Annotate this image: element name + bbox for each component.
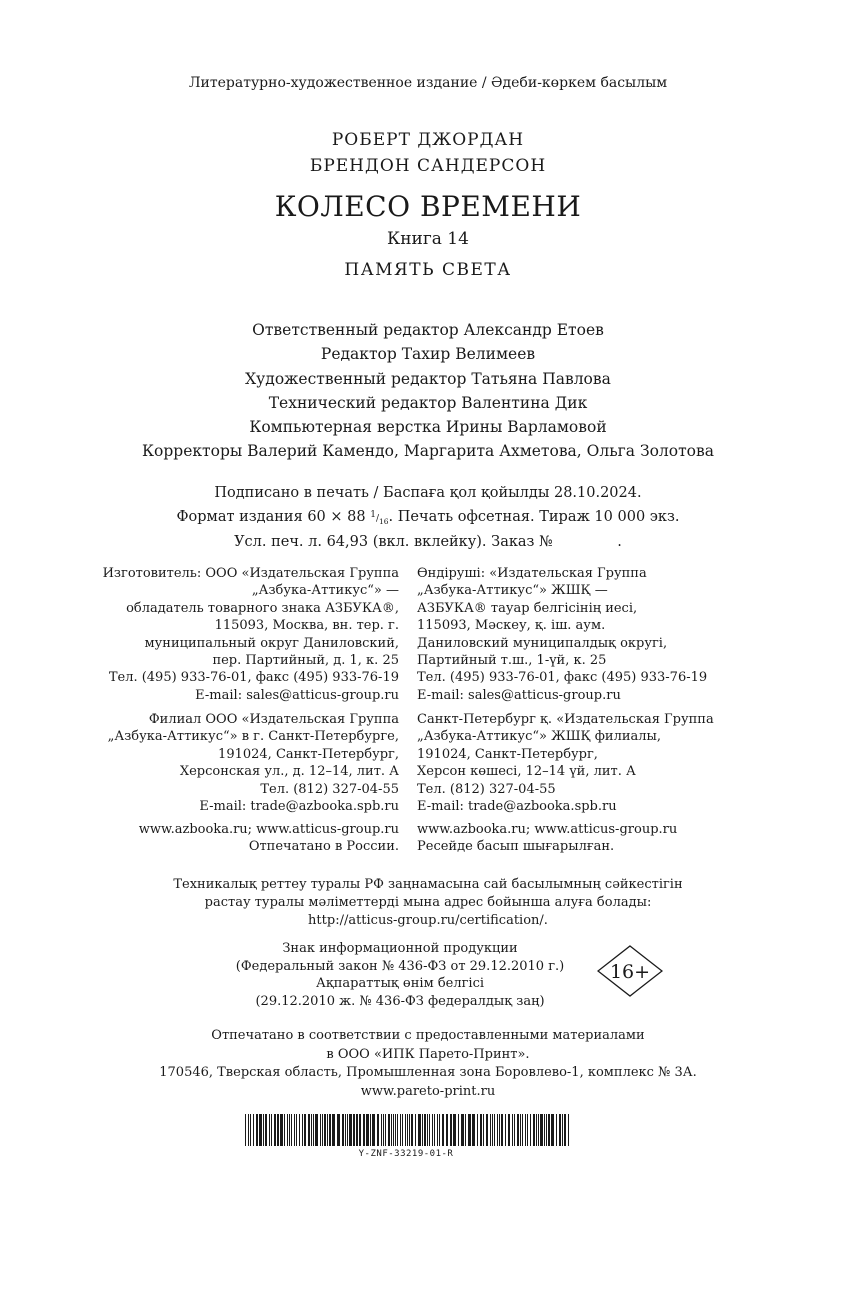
barcode-bar — [315, 1114, 318, 1146]
barcode-bar — [349, 1114, 352, 1146]
barcode-bar — [468, 1114, 471, 1146]
barcode-bar — [556, 1114, 557, 1146]
barcode-bar — [385, 1114, 386, 1146]
barcode-bar — [446, 1114, 448, 1146]
credit-line: Редактор Тахир Велимеев — [320, 345, 536, 364]
barcode-bar — [432, 1114, 433, 1146]
publisher-kz-line: „Азбука-Аттикус“» ЖШҚ — — [417, 583, 608, 599]
info-sign-block — [0, 940, 800, 1010]
barcode-bar — [359, 1114, 361, 1146]
format-line — [0, 505, 856, 532]
info-sign-line: Знак информационной продукции — [282, 941, 518, 956]
barcode-bar — [271, 1114, 272, 1146]
book-title: ПАМЯТЬ СВЕТА — [344, 260, 512, 280]
web-kz-line: Ресейде басып шығарылған. — [417, 839, 615, 855]
printer-line: 170546, Тверская область, Промышленная зона Боровлево-1, комплекс № 3А. — [159, 1065, 697, 1081]
barcode-bar — [548, 1114, 550, 1146]
barcode-bar — [313, 1114, 314, 1146]
barcode-bar — [265, 1114, 267, 1146]
barcode-bar — [477, 1114, 478, 1146]
barcode-bar — [533, 1114, 535, 1146]
barcode-bar — [458, 1114, 459, 1146]
barcode-bar — [363, 1114, 365, 1146]
printer-line: Отпечатано в соответствии с предоставленными материалами — [211, 1028, 645, 1043]
barcode-bar — [505, 1114, 506, 1146]
publisher-ru-line: „Азбука-Аттикус“» — — [251, 583, 399, 599]
barcode-bar — [490, 1114, 491, 1146]
barcode-bar — [525, 1114, 526, 1146]
info-sign-line: (Федеральный закон № 436-ФЗ от 29.12.2010 г.) — [235, 958, 565, 974]
barcode-bar — [564, 1114, 566, 1146]
publisher-ru-line: E-mail: sales@atticus-group.ru — [195, 687, 399, 703]
barcode-bar — [248, 1114, 249, 1146]
credits-block — [0, 318, 856, 464]
barcode-bar — [337, 1114, 340, 1146]
barcode-bar — [530, 1114, 531, 1146]
barcode-bar — [405, 1114, 406, 1146]
branch-ru-line: E-mail: trade@azbooka.spb.ru — [199, 799, 399, 815]
barcode-bar — [536, 1114, 537, 1146]
branch-ru-line: 191024, Санкт-Петербург, — [218, 746, 399, 762]
barcode-bar — [492, 1114, 493, 1146]
credit-line: Компьютерная верстка Ирины Варламовой — [249, 418, 607, 437]
publisher-kz-line: Даниловский муниципалдық округі, — [417, 635, 668, 651]
barcode-bar — [294, 1114, 295, 1146]
web-ru-line: www.azbooka.ru; www.atticus-group.ru — [138, 822, 399, 837]
author-1: РОБЕРТ ДЖОРДАН — [331, 130, 525, 150]
publisher-kz-line: E-mail: sales@atticus-group.ru — [417, 687, 621, 703]
barcode-bar — [345, 1114, 346, 1146]
barcode-bar — [546, 1114, 547, 1146]
barcode-bar — [269, 1114, 270, 1146]
barcode-bar — [370, 1114, 371, 1146]
publisher-ru-line: пер. Партийный, д. 1, к. 25 — [212, 653, 399, 669]
barcode-bar — [409, 1114, 410, 1146]
barcode-bar — [483, 1114, 484, 1146]
branch-kz-line: E-mail: trade@azbooka.spb.ru — [417, 799, 617, 815]
info-sign-line: (29.12.2010 ж. № 436-ФЗ федералдық заң) — [255, 993, 545, 1009]
printer-line: в ООО «ИПК Парето-Принт». — [326, 1046, 530, 1062]
barcode-bar — [395, 1114, 396, 1146]
barcode-bar — [402, 1114, 403, 1146]
barcode-bar — [407, 1114, 408, 1146]
credit-line: Технический редактор Валентина Дик — [268, 393, 588, 412]
publisher-ru-line: Тел. (495) 933-76-01, факс (495) 933-76-19 — [108, 670, 399, 686]
barcode-bar — [427, 1114, 428, 1146]
edition-type: Литературно-художественное издание / Әдеби-көркем басылым — [188, 75, 668, 91]
format-denominator: 16 — [379, 516, 389, 526]
signed-line: Подписано в печать / Баспаға қол қойылды 28.10.2024. — [214, 485, 642, 501]
barcode-bar — [280, 1114, 283, 1146]
barcode-bar — [397, 1114, 398, 1146]
barcode-bar — [324, 1114, 326, 1146]
barcode-bar — [465, 1114, 466, 1146]
barcode-bar — [250, 1114, 251, 1146]
series-title: КОЛЕСО ВРЕМЕНИ — [274, 190, 582, 223]
publisher-ru-line: 115093, Москва, вн. тер. г. — [214, 618, 399, 634]
publisher-ru-line: Изготовитель: ООО «Издательская Группа — [102, 566, 399, 581]
barcode-bar — [322, 1114, 323, 1146]
barcode-bar — [311, 1114, 312, 1146]
barcode-bar — [274, 1114, 276, 1146]
publisher-ru — [103, 565, 399, 704]
barcode-bar — [356, 1114, 358, 1146]
barcode-bar — [299, 1114, 300, 1146]
barcode-bar — [429, 1114, 430, 1146]
barcode-bar — [544, 1114, 545, 1146]
barcode-bar — [540, 1114, 543, 1146]
barcode-bar — [291, 1114, 292, 1146]
barcode-bar — [245, 1114, 246, 1146]
printer-block — [0, 1027, 856, 1101]
barcode-bar — [442, 1114, 444, 1146]
branch-kz-line: Херсон көшесі, 12–14 үй, лит. А — [417, 764, 636, 780]
barcode-bar — [422, 1114, 423, 1146]
branch-ru-line: „Азбука-Аттикус“» в г. Санкт-Петербурге, — [107, 729, 399, 745]
barcode-bar — [388, 1114, 390, 1146]
barcode-bar — [437, 1114, 438, 1146]
barcode-bar — [383, 1114, 384, 1146]
barcode-bar — [327, 1114, 328, 1146]
barcode-bar — [508, 1114, 510, 1146]
credit-line: Ответственный редактор Александр Етоев — [252, 321, 604, 339]
barcode-bar — [366, 1114, 369, 1146]
sheets-line: Усл. печ. л. 64,93 (вкл. вклейку). Заказ № . — [234, 533, 622, 550]
barcode-bar — [277, 1114, 279, 1146]
barcode-bar — [332, 1114, 335, 1146]
web-kz — [417, 821, 677, 856]
barcode-bar — [551, 1114, 554, 1146]
barcode-bar — [284, 1114, 285, 1146]
barcode-bar — [353, 1114, 355, 1146]
barcode-bar — [453, 1114, 456, 1146]
barcode-bar — [400, 1114, 401, 1146]
barcode-bar — [494, 1114, 495, 1146]
web-ru-line: Отпечатано в России. — [248, 839, 399, 855]
publisher-kz-line: Тел. (495) 933-76-01, факс (495) 933-76-19 — [417, 670, 708, 686]
barcode-bar — [486, 1114, 488, 1146]
barcode-bar — [562, 1114, 563, 1146]
web-kz-line: www.azbooka.ru; www.atticus-group.ru — [417, 822, 678, 837]
barcode-bar — [347, 1114, 348, 1146]
barcode-bar — [434, 1114, 435, 1146]
certification-line: Техникалық реттеу туралы РФ заңнамасына сай басылымның сәйкестігін — [173, 877, 683, 892]
barcode-bar — [418, 1114, 421, 1146]
branch-ru — [108, 711, 399, 815]
barcode-bar — [302, 1114, 303, 1146]
age-rating-text: 16+ — [609, 961, 651, 983]
branch-ru-line: Филиал ООО «Издательская Группа — [148, 712, 399, 727]
barcode-bar — [472, 1114, 475, 1146]
barcode-bar — [259, 1114, 262, 1146]
publisher-kz-line: Өндіруші: «Издательская Группа — [417, 566, 647, 581]
print-info — [0, 483, 856, 553]
barcode-bar — [527, 1114, 528, 1146]
format-numerator: 1 — [370, 509, 376, 520]
barcode-text: Y-ZNF-33219-01-R — [358, 1149, 454, 1159]
format-suffix: . Печать офсетная. Тираж 10 000 экз. — [388, 508, 680, 525]
barcode-icon — [245, 1114, 571, 1146]
branch-kz — [417, 711, 714, 815]
barcode-bar — [253, 1114, 254, 1146]
barcode-bar — [411, 1114, 413, 1146]
barcode-bar — [329, 1114, 331, 1146]
barcode-bar — [522, 1114, 523, 1146]
credit-line: Корректоры Валерий Камендо, Маргарита Ахметова, Ольга Золотова — [142, 442, 714, 461]
barcode-bar — [568, 1114, 569, 1146]
publisher-kz-line: 115093, Мәскеу, қ. іш. аум. — [417, 618, 606, 634]
barcode-bar — [304, 1114, 306, 1146]
barcode-bar — [512, 1114, 513, 1146]
barcode-bar — [393, 1114, 394, 1146]
barcode-bar — [424, 1114, 426, 1146]
credit-line: Художественный редактор Татьяна Павлова — [245, 369, 611, 388]
format-fraction: $^1/_{16}$ — [370, 509, 389, 526]
barcode-bar — [320, 1114, 321, 1146]
barcode-bar — [256, 1114, 258, 1146]
certification-line: растау туралы мәліметтерді мына адрес бойынша алуға болады: — [204, 894, 652, 910]
barcode-bar — [501, 1114, 503, 1146]
barcode-bar — [514, 1114, 515, 1146]
certification-block — [0, 876, 856, 929]
publisher-kz — [417, 565, 707, 704]
barcode-bar — [520, 1114, 521, 1146]
age-rating-badge — [597, 945, 663, 997]
branch-kz-line: Тел. (812) 327-04-55 — [417, 781, 556, 797]
barcode-bar — [415, 1114, 416, 1146]
barcode-bar — [480, 1114, 482, 1146]
barcode-bar — [461, 1114, 464, 1146]
branch-kz-line: „Азбука-Аттикус“» ЖШҚ филиалы, — [417, 729, 661, 745]
barcode-bar — [308, 1114, 310, 1146]
certification-link: http://atticus-group.ru/certification/. — [308, 912, 548, 928]
barcode-bar — [450, 1114, 452, 1146]
branch-kz-line: 191024, Санкт-Петербург, — [417, 746, 598, 762]
barcode-bar — [381, 1114, 382, 1146]
barcode-bar — [342, 1114, 344, 1146]
barcode-bar — [263, 1114, 264, 1146]
format-prefix: Формат издания 60 × 88 — [176, 508, 366, 525]
publisher-ru-line: обладатель товарного знака АЗБУКА®, — [126, 600, 399, 616]
branch-ru-line: Тел. (812) 327-04-55 — [260, 781, 399, 797]
barcode-bar — [287, 1114, 288, 1146]
publisher-kz-line: АЗБУКА® тауар белгісінің иесі, — [417, 600, 638, 616]
publisher-kz-line: Партийный т.ш., 1-үй, к. 25 — [417, 653, 607, 669]
barcode-bar — [497, 1114, 498, 1146]
info-sign-line: Ақпараттық өнім белгісі — [315, 976, 485, 992]
barcode-bar — [372, 1114, 375, 1146]
barcode-bar — [296, 1114, 297, 1146]
book-number: Книга 14 — [387, 229, 469, 249]
branch-kz-line: Санкт-Петербург қ. «Издательская Группа — [417, 712, 714, 727]
barcode-bar — [559, 1114, 561, 1146]
barcode-bar — [517, 1114, 519, 1146]
printer-link: www.pareto-print.ru — [360, 1083, 496, 1099]
web-ru — [139, 821, 399, 856]
barcode-bar — [377, 1114, 379, 1146]
barcode-bar — [391, 1114, 392, 1146]
barcode-bar — [499, 1114, 500, 1146]
barcode-bar — [289, 1114, 290, 1146]
branch-ru-line: Херсонская ул., д. 12–14, лит. А — [179, 764, 399, 780]
barcode-bar — [439, 1114, 440, 1146]
barcode-bar — [538, 1114, 539, 1146]
publisher-ru-line: муниципальный округ Даниловский, — [144, 635, 399, 651]
author-2: БРЕНДОН САНДЕРСОН — [309, 156, 547, 176]
